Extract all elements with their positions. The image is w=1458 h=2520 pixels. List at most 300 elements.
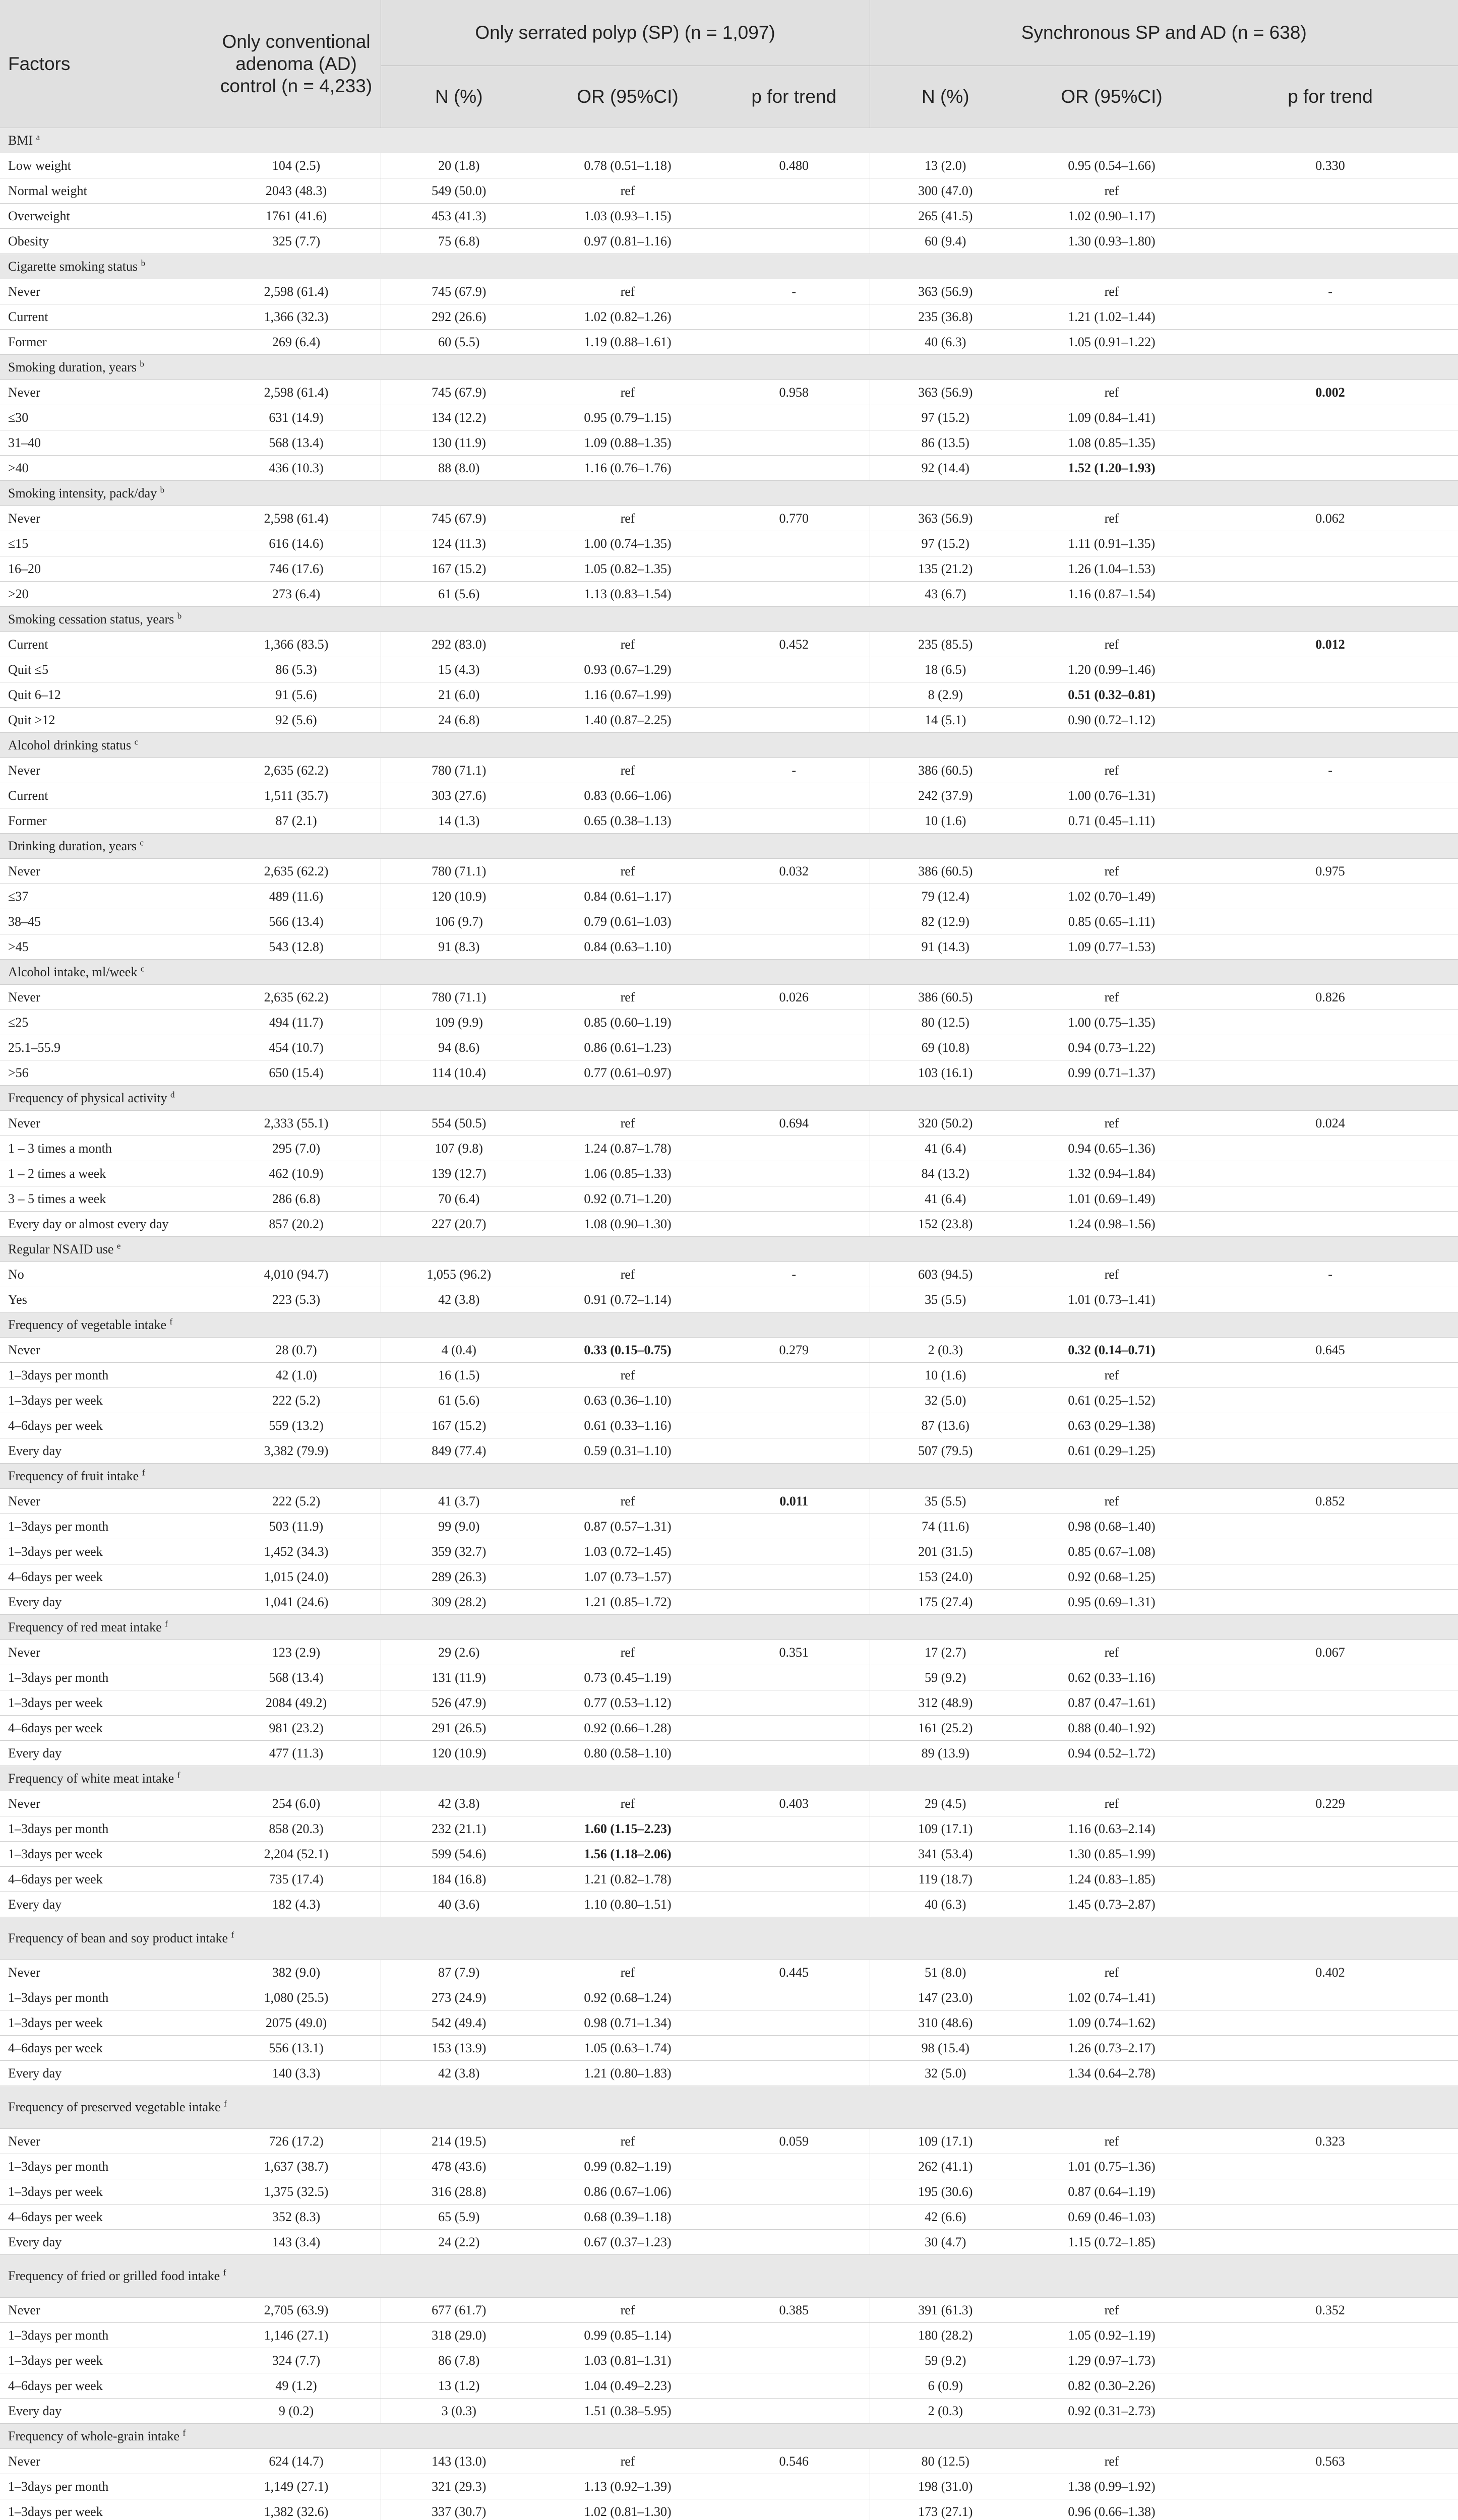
sp-n: 780 (71.1)	[381, 758, 537, 783]
sync-or: 0.71 (0.45–1.11)	[1021, 808, 1202, 834]
sync-or: 0.94 (0.73–1.22)	[1021, 1035, 1202, 1060]
sync-n: 2 (0.3)	[870, 2399, 1021, 2424]
sync-p-trend	[1202, 2010, 1458, 2036]
table-body	[0, 128, 1458, 2520]
sync-or: 1.02 (0.90–1.17)	[1021, 204, 1202, 229]
sync-p-trend	[1202, 204, 1458, 229]
factor-label: Current	[0, 783, 212, 808]
table-row	[0, 204, 1458, 229]
sync-p-trend	[1202, 909, 1458, 934]
sync-n: 97 (15.2)	[870, 405, 1021, 430]
sync-p-trend	[1202, 430, 1458, 456]
table-row	[0, 2061, 1458, 2086]
factor-label: 1–3days per week	[0, 1842, 212, 1867]
control-n: 295 (7.0)	[212, 1136, 381, 1161]
sp-n: 289 (26.3)	[381, 1564, 537, 1590]
sync-p-trend: 0.330	[1202, 153, 1458, 178]
control-n: 2,705 (63.9)	[212, 2298, 381, 2323]
sync-n: 242 (37.9)	[870, 783, 1021, 808]
control-n: 1,366 (32.3)	[212, 304, 381, 330]
sp-or: 0.83 (0.66–1.06)	[537, 783, 718, 808]
sp-n: 61 (5.6)	[381, 1388, 537, 1413]
table-row	[0, 279, 1458, 304]
factor-label: Current	[0, 632, 212, 657]
sync-n: 363 (56.9)	[870, 279, 1021, 304]
sp-n: 4 (0.4)	[381, 1338, 537, 1363]
table-row	[0, 859, 1458, 884]
sp-p-trend	[718, 934, 870, 960]
table-row	[0, 884, 1458, 909]
sync-n: 80 (12.5)	[870, 1010, 1021, 1035]
sync-p-trend	[1202, 708, 1458, 733]
sp-or: 0.78 (0.51–1.18)	[537, 153, 718, 178]
sync-p-trend	[1202, 934, 1458, 960]
sync-or: 1.26 (1.04–1.53)	[1021, 556, 1202, 582]
sync-or: 0.94 (0.52–1.72)	[1021, 1741, 1202, 1766]
sp-or: ref	[537, 1960, 718, 1985]
sync-or: ref	[1021, 506, 1202, 531]
factor-label: Never	[0, 2449, 212, 2474]
sync-n: 80 (12.5)	[870, 2449, 1021, 2474]
factor-label: Current	[0, 304, 212, 330]
sync-n: 235 (36.8)	[870, 304, 1021, 330]
factor-label: Every day	[0, 2399, 212, 2424]
table-row	[0, 1690, 1458, 1716]
sp-p-trend	[718, 1867, 870, 1892]
sp-p-trend: -	[718, 279, 870, 304]
sync-n: 6 (0.9)	[870, 2373, 1021, 2399]
sp-or: 0.84 (0.61–1.17)	[537, 884, 718, 909]
sync-p-trend: -	[1202, 758, 1458, 783]
control-n: 857 (20.2)	[212, 1212, 381, 1237]
sync-n: 175 (27.4)	[870, 1590, 1021, 1615]
table-row	[0, 2474, 1458, 2499]
control-n: 42 (1.0)	[212, 1363, 381, 1388]
sp-or: 0.86 (0.61–1.23)	[537, 1035, 718, 1060]
factor-label: Overweight	[0, 204, 212, 229]
table-row	[0, 1212, 1458, 1237]
factor-label: 4–6days per week	[0, 1867, 212, 1892]
table-row	[0, 582, 1458, 607]
sp-p-trend	[718, 783, 870, 808]
sp-p-trend: 0.403	[718, 1791, 870, 1816]
sync-or: 1.30 (0.85–1.99)	[1021, 1842, 1202, 1867]
sp-or: 0.59 (0.31–1.10)	[537, 1438, 718, 1464]
control-n: 273 (6.4)	[212, 582, 381, 607]
factor-label: 1–3days per week	[0, 1539, 212, 1564]
sp-n: 94 (8.6)	[381, 1035, 537, 1060]
factor-label: 4–6days per week	[0, 2204, 212, 2230]
control-n: 858 (20.3)	[212, 1816, 381, 1842]
sync-n: 79 (12.4)	[870, 884, 1021, 909]
footnote-marker: e	[116, 1240, 121, 1250]
sync-or: ref	[1021, 758, 1202, 783]
table-row	[0, 808, 1458, 834]
sp-or: 1.10 (0.80–1.51)	[537, 1892, 718, 1917]
control-n: 1,146 (27.1)	[212, 2323, 381, 2348]
sync-p-trend	[1202, 884, 1458, 909]
section-header-row	[0, 1086, 1458, 1111]
sync-p-trend	[1202, 1816, 1458, 1842]
sync-n: 14 (5.1)	[870, 708, 1021, 733]
control-n: 616 (14.6)	[212, 531, 381, 556]
factor-label: 1–3days per week	[0, 1388, 212, 1413]
control-n: 1,382 (32.6)	[212, 2499, 381, 2520]
factor-label: 1–3days per month	[0, 2323, 212, 2348]
sync-n: 235 (85.5)	[870, 632, 1021, 657]
sp-p-trend: 0.480	[718, 153, 870, 178]
section-header-row	[0, 2255, 1458, 2298]
sp-n: 321 (29.3)	[381, 2474, 537, 2499]
sp-n: 87 (7.9)	[381, 1960, 537, 1985]
sp-p-trend	[718, 1564, 870, 1590]
sp-p-trend	[718, 808, 870, 834]
factor-label: 16–20	[0, 556, 212, 582]
sync-or: 1.21 (1.02–1.44)	[1021, 304, 1202, 330]
sync-n: 320 (50.2)	[870, 1111, 1021, 1136]
control-n: 87 (2.1)	[212, 808, 381, 834]
sync-or: 1.11 (0.91–1.35)	[1021, 531, 1202, 556]
sync-n: 147 (23.0)	[870, 1985, 1021, 2010]
sync-or: 0.92 (0.31–2.73)	[1021, 2399, 1202, 2424]
sp-or: 1.51 (0.38–5.95)	[537, 2399, 718, 2424]
sync-or: 0.98 (0.68–1.40)	[1021, 1514, 1202, 1539]
sync-p-trend	[1202, 1186, 1458, 1212]
sync-p-trend	[1202, 330, 1458, 355]
sync-or: ref	[1021, 1791, 1202, 1816]
footnote-marker: f	[223, 2267, 226, 2278]
sp-p-trend	[718, 1060, 870, 1086]
sp-p-trend	[718, 1161, 870, 1186]
section-title-text: Smoking cessation status, years	[8, 611, 174, 626]
sync-n: 87 (13.6)	[870, 1413, 1021, 1438]
factor-label: Never	[0, 1489, 212, 1514]
section-header-row	[0, 1917, 1458, 1960]
section-title-text: Alcohol drinking status	[8, 737, 132, 752]
sp-or: 1.21 (0.85–1.72)	[537, 1590, 718, 1615]
footnote-marker: f	[177, 1770, 180, 1780]
table-row	[0, 1136, 1458, 1161]
footnote-marker: a	[36, 132, 40, 142]
section-header-row	[0, 254, 1458, 279]
factor-label: 1–3days per week	[0, 1690, 212, 1716]
sp-p-trend	[718, 2499, 870, 2520]
control-n: 1,366 (83.5)	[212, 632, 381, 657]
control-n: 981 (23.2)	[212, 1716, 381, 1741]
control-n: 568 (13.4)	[212, 1665, 381, 1690]
factor-label: Every day or almost every day	[0, 1212, 212, 1237]
sync-n: 310 (48.6)	[870, 2010, 1021, 2036]
sync-or: ref	[1021, 1111, 1202, 1136]
table-row	[0, 229, 1458, 254]
factor-label: Quit ≤5	[0, 657, 212, 682]
control-n: 9 (0.2)	[212, 2399, 381, 2424]
control-n: 140 (3.3)	[212, 2061, 381, 2086]
sync-p-trend	[1202, 2399, 1458, 2424]
sp-n: 478 (43.6)	[381, 2154, 537, 2179]
sp-or: 1.02 (0.81–1.30)	[537, 2499, 718, 2520]
sync-p-trend	[1202, 682, 1458, 708]
factor-label: Low weight	[0, 153, 212, 178]
control-header: Only conventional adenoma (AD) control (n = 4,233)	[212, 0, 381, 128]
control-n: 1,041 (24.6)	[212, 1590, 381, 1615]
sp-or: 0.68 (0.39–1.18)	[537, 2204, 718, 2230]
sync-p-trend	[1202, 1438, 1458, 1464]
sync-n: 41 (6.4)	[870, 1136, 1021, 1161]
factor-label: 1–3days per week	[0, 2179, 212, 2204]
sync-p-trend: 0.402	[1202, 1960, 1458, 1985]
section-title	[0, 1917, 1458, 1960]
sp-p-trend	[718, 1438, 870, 1464]
sync-or: 1.38 (0.99–1.92)	[1021, 2474, 1202, 2499]
control-n: 462 (10.9)	[212, 1161, 381, 1186]
sp-or: 1.19 (0.88–1.61)	[537, 330, 718, 355]
sync-n: 386 (60.5)	[870, 985, 1021, 1010]
section-title-text: BMI	[8, 133, 33, 148]
sync-p-trend	[1202, 556, 1458, 582]
sp-n: 114 (10.4)	[381, 1060, 537, 1086]
section-title	[0, 1615, 1458, 1640]
control-n: 222 (5.2)	[212, 1489, 381, 1514]
sp-p-header: p for trend	[718, 66, 870, 128]
sp-n: 124 (11.3)	[381, 531, 537, 556]
sp-or: 1.56 (1.18–2.06)	[537, 1842, 718, 1867]
table-row	[0, 556, 1458, 582]
section-header-row	[0, 607, 1458, 632]
sp-n: 42 (3.8)	[381, 1287, 537, 1312]
sp-p-trend: 0.279	[718, 1338, 870, 1363]
control-n: 223 (5.3)	[212, 1287, 381, 1312]
section-title-text: Frequency of vegetable intake	[8, 1317, 167, 1332]
sp-n: 15 (4.3)	[381, 657, 537, 682]
section-title	[0, 1086, 1458, 1111]
sp-or: 1.05 (0.63–1.74)	[537, 2036, 718, 2061]
sp-n: 29 (2.6)	[381, 1640, 537, 1665]
table-row	[0, 2230, 1458, 2255]
control-n: 352 (8.3)	[212, 2204, 381, 2230]
sp-or: 1.24 (0.87–1.78)	[537, 1136, 718, 1161]
control-n: 2,635 (62.2)	[212, 758, 381, 783]
factors-header: Factors	[0, 0, 212, 128]
sync-or: 0.69 (0.46–1.03)	[1021, 2204, 1202, 2230]
control-n: 1,452 (34.3)	[212, 1539, 381, 1564]
factor-label: 4–6days per week	[0, 1564, 212, 1590]
footnote-marker: f	[165, 1618, 168, 1628]
sp-or: 0.98 (0.71–1.34)	[537, 2010, 718, 2036]
sp-n: 745 (67.9)	[381, 279, 537, 304]
sync-p-trend	[1202, 783, 1458, 808]
sp-p-trend	[718, 2373, 870, 2399]
factor-label: Every day	[0, 1892, 212, 1917]
control-n: 650 (15.4)	[212, 1060, 381, 1086]
section-header-row	[0, 481, 1458, 506]
section-header-row	[0, 2424, 1458, 2449]
sync-n: 18 (6.5)	[870, 657, 1021, 682]
sp-p-trend: 0.770	[718, 506, 870, 531]
control-n: 382 (9.0)	[212, 1960, 381, 1985]
factor-label: 4–6days per week	[0, 1716, 212, 1741]
factor-label: 3 – 5 times a week	[0, 1186, 212, 1212]
sync-or: 1.20 (0.99–1.46)	[1021, 657, 1202, 682]
sync-or: 0.87 (0.47–1.61)	[1021, 1690, 1202, 1716]
sync-n: 59 (9.2)	[870, 2348, 1021, 2373]
control-n: 254 (6.0)	[212, 1791, 381, 1816]
sp-group-header: Only serrated polyp (SP) (n = 1,097)	[381, 0, 870, 66]
sync-n: 59 (9.2)	[870, 1665, 1021, 1690]
sync-p-trend	[1202, 1287, 1458, 1312]
section-title	[0, 1766, 1458, 1791]
sync-p-trend: 0.024	[1202, 1111, 1458, 1136]
sp-p-trend	[718, 1892, 870, 1917]
sync-p-trend	[1202, 2179, 1458, 2204]
sync-n: 109 (17.1)	[870, 2129, 1021, 2154]
sp-or: 0.77 (0.61–0.97)	[537, 1060, 718, 1086]
sync-n: 40 (6.3)	[870, 330, 1021, 355]
sp-p-trend	[718, 2204, 870, 2230]
sp-n: 214 (19.5)	[381, 2129, 537, 2154]
sp-n: 61 (5.6)	[381, 582, 537, 607]
section-header-row	[0, 355, 1458, 380]
sync-or: 1.01 (0.69–1.49)	[1021, 1186, 1202, 1212]
sync-or-header: OR (95%CI)	[1021, 66, 1202, 128]
sync-or: 1.09 (0.77–1.53)	[1021, 934, 1202, 960]
factor-label: Never	[0, 1960, 212, 1985]
control-n: 2,598 (61.4)	[212, 380, 381, 405]
sp-or: ref	[537, 279, 718, 304]
sync-n: 84 (13.2)	[870, 1161, 1021, 1186]
sp-or: ref	[537, 1791, 718, 1816]
table-row	[0, 531, 1458, 556]
sp-n: 109 (9.9)	[381, 1010, 537, 1035]
factor-label: Every day	[0, 2230, 212, 2255]
factor-label: ≤30	[0, 405, 212, 430]
sp-n: 849 (77.4)	[381, 1438, 537, 1464]
sync-or: 0.99 (0.71–1.37)	[1021, 1060, 1202, 1086]
table-row	[0, 1388, 1458, 1413]
sp-n: 107 (9.8)	[381, 1136, 537, 1161]
table-row	[0, 1741, 1458, 1766]
sync-n: 69 (10.8)	[870, 1035, 1021, 1060]
sync-or: 0.61 (0.25–1.52)	[1021, 1388, 1202, 1413]
sync-or: 1.01 (0.73–1.41)	[1021, 1287, 1202, 1312]
sync-p-trend: 0.975	[1202, 859, 1458, 884]
sync-or: 0.90 (0.72–1.12)	[1021, 708, 1202, 733]
sp-n: 3 (0.3)	[381, 2399, 537, 2424]
table-row	[0, 1716, 1458, 1741]
control-n: 436 (10.3)	[212, 456, 381, 481]
sync-p-trend	[1202, 2373, 1458, 2399]
section-title	[0, 607, 1458, 632]
sync-or: 0.87 (0.64–1.19)	[1021, 2179, 1202, 2204]
sp-p-trend: 0.546	[718, 2449, 870, 2474]
sp-p-trend	[718, 1842, 870, 1867]
sync-n: 40 (6.3)	[870, 1892, 1021, 1917]
footnote-marker: c	[140, 963, 145, 973]
section-title-text: Frequency of fruit intake	[8, 1468, 139, 1483]
sp-p-trend: 0.351	[718, 1640, 870, 1665]
sync-or: 0.51 (0.32–0.81)	[1021, 682, 1202, 708]
factor-label: Never	[0, 2298, 212, 2323]
table-row	[0, 2129, 1458, 2154]
table-row	[0, 632, 1458, 657]
sync-p-trend: 0.563	[1202, 2449, 1458, 2474]
sp-p-trend	[718, 1010, 870, 1035]
control-n: 566 (13.4)	[212, 909, 381, 934]
table-row	[0, 1186, 1458, 1212]
sync-p-trend	[1202, 2499, 1458, 2520]
control-n: 123 (2.9)	[212, 1640, 381, 1665]
control-n: 2,635 (62.2)	[212, 859, 381, 884]
factor-label: 1–3days per month	[0, 1514, 212, 1539]
footnote-marker: f	[224, 2099, 227, 2109]
sync-n: 89 (13.9)	[870, 1741, 1021, 1766]
sync-p-trend	[1202, 1413, 1458, 1438]
table-row	[0, 405, 1458, 430]
sp-p-trend	[718, 1287, 870, 1312]
sp-p-trend	[718, 556, 870, 582]
factor-label: Never	[0, 859, 212, 884]
sync-n: 32 (5.0)	[870, 1388, 1021, 1413]
sp-n: 139 (12.7)	[381, 1161, 537, 1186]
sp-n: 780 (71.1)	[381, 859, 537, 884]
sp-n: 42 (3.8)	[381, 2061, 537, 2086]
sp-n: 13 (1.2)	[381, 2373, 537, 2399]
sp-n: 167 (15.2)	[381, 556, 537, 582]
sync-p-trend	[1202, 531, 1458, 556]
sp-n: 120 (10.9)	[381, 1741, 537, 1766]
sync-or: ref	[1021, 985, 1202, 1010]
sp-or: ref	[537, 1489, 718, 1514]
sp-p-trend	[718, 1716, 870, 1741]
control-n: 2,333 (55.1)	[212, 1111, 381, 1136]
factor-label: Never	[0, 279, 212, 304]
factor-label: 1–3days per week	[0, 2499, 212, 2520]
control-n: 543 (12.8)	[212, 934, 381, 960]
sp-p-trend: 0.452	[718, 632, 870, 657]
sp-p-trend	[718, 2179, 870, 2204]
sync-or: 0.92 (0.68–1.25)	[1021, 1564, 1202, 1590]
factor-label: Never	[0, 1338, 212, 1363]
sync-p-trend	[1202, 1035, 1458, 1060]
sync-or: 0.61 (0.29–1.25)	[1021, 1438, 1202, 1464]
sp-or: 0.84 (0.63–1.10)	[537, 934, 718, 960]
table-row	[0, 2323, 1458, 2348]
sync-p-trend	[1202, 1867, 1458, 1892]
sync-or: ref	[1021, 859, 1202, 884]
table-row	[0, 758, 1458, 783]
sp-p-trend	[718, 2348, 870, 2373]
table-row	[0, 2499, 1458, 2520]
sync-or: 1.05 (0.92–1.19)	[1021, 2323, 1202, 2348]
table-row	[0, 1892, 1458, 1917]
sync-n: 173 (27.1)	[870, 2499, 1021, 2520]
section-title	[0, 1237, 1458, 1262]
sync-p-trend	[1202, 2474, 1458, 2499]
sp-n: 227 (20.7)	[381, 1212, 537, 1237]
control-n: 324 (7.7)	[212, 2348, 381, 2373]
table-row	[0, 657, 1458, 682]
sp-n: 14 (1.3)	[381, 808, 537, 834]
sync-p-trend	[1202, 2323, 1458, 2348]
control-n: 1761 (41.6)	[212, 204, 381, 229]
sp-p-trend	[718, 304, 870, 330]
table-row	[0, 1514, 1458, 1539]
sync-n: 195 (30.6)	[870, 2179, 1021, 2204]
sync-p-trend	[1202, 2204, 1458, 2230]
footnote-marker: b	[177, 610, 182, 620]
sync-or: ref	[1021, 2449, 1202, 2474]
sync-n: 265 (41.5)	[870, 204, 1021, 229]
